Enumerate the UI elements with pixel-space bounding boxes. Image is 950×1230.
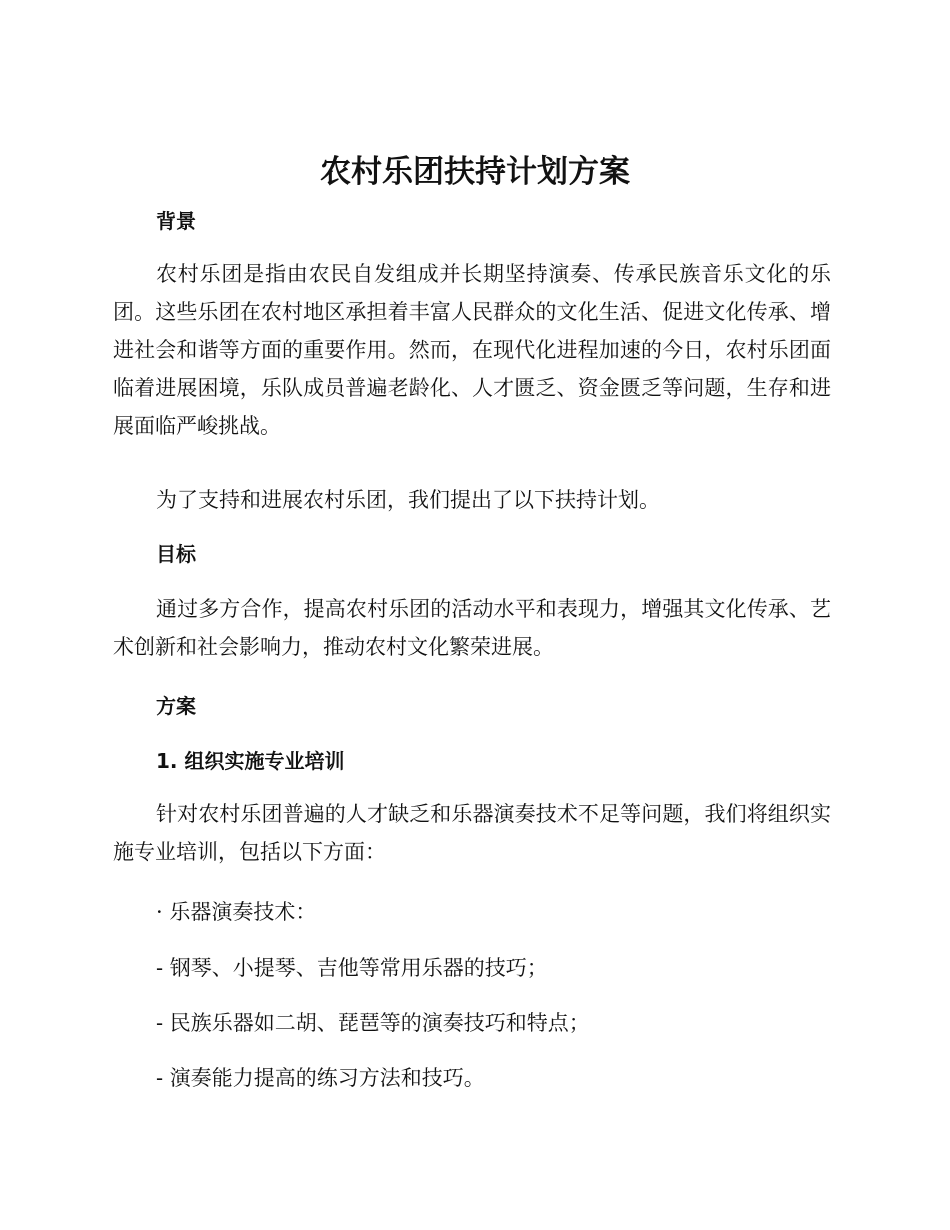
paragraph-goal-1: 通过多方合作，提高农村乐团的活动水平和表现力，增强其文化传承、艺术创新和社会影响力，推动农村文化繁荣进展。 (113, 597, 831, 659)
subheading-plan-1: 1. 组织实施专业培训 (156, 749, 345, 773)
paragraph-plan-1: 针对农村乐团普遍的人才缺乏和乐器演奏技术不足等问题，我们将组织实施专业培训，包括以下方面： (113, 802, 831, 864)
heading-goal: 目标 (156, 542, 196, 566)
heading-plan: 方案 (156, 694, 196, 718)
paragraph-background-1: 农村乐团是指由农民自发组成并长期坚持演奏、传承民族音乐文化的乐团。这些乐团在农村地区承担着丰富人民群众的文化生活、促进文化传承、增进社会和谐等方面的重要作用。然而，在现代化进程加速的今日，农村乐团面临着进展困境，乐队成员普遍老龄化、人才匮乏、资金匮乏等问题，生存和进展面临严峻挑战。 (113, 262, 831, 438)
list-item-dash-1: - 钢琴、小提琴、吉他等常用乐器的技巧； (156, 956, 548, 980)
list-item-dash-2: - 民族乐器如二胡、琵琶等的演奏技巧和特点； (156, 1011, 590, 1035)
list-item-dash-3: - 演奏能力提高的练习方法和技巧。 (156, 1066, 485, 1090)
list-item-bullet: · 乐器演奏技术： (156, 900, 317, 924)
heading-background: 背景 (156, 209, 196, 233)
paragraph-background-2: 为了支持和进展农村乐团，我们提出了以下扶持计划。 (156, 488, 660, 512)
document-title: 农村乐团扶持计划方案 (320, 154, 630, 190)
